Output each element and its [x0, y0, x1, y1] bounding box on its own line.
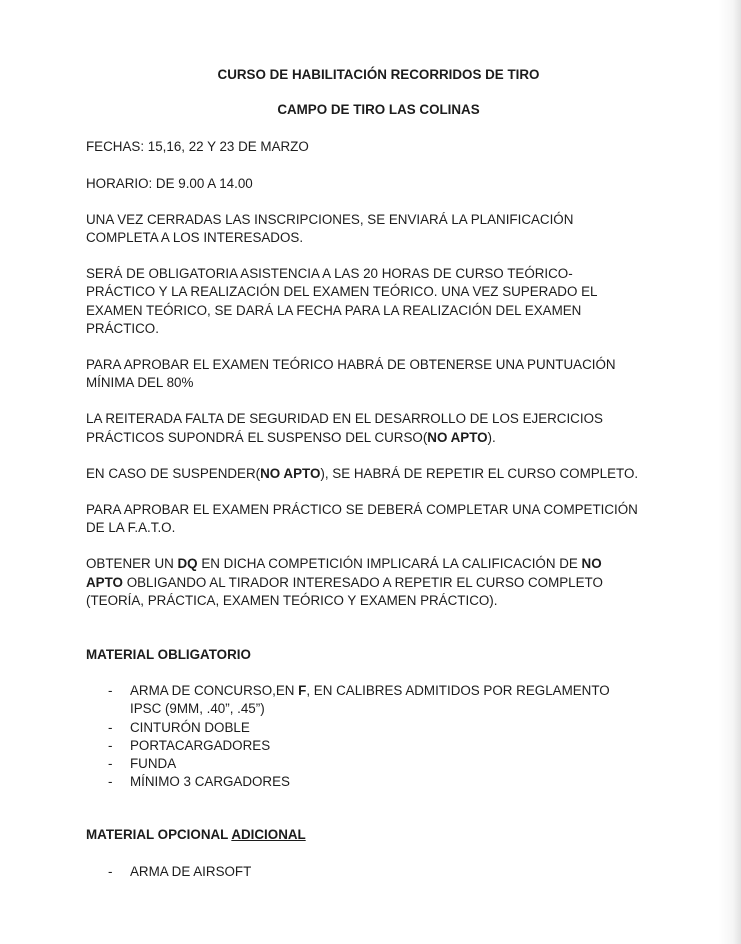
material-obligatorio-list: [86, 682, 641, 791]
dq-no-apto: NO APTO: [86, 556, 602, 590]
page-edge-shadow: [733, 0, 741, 944]
list-item-text: FUNDA: [130, 756, 177, 772]
material-obligatorio-heading: MATERIAL OBLIGATORIO: [86, 647, 251, 663]
aprobar-teorico-paragraph: PARA APROBAR EL EXAMEN TEÓRICO HABRÁ DE OBTENERSE UNA PUNTUACIÓN MÍNIMA DEL 80%: [86, 357, 616, 391]
dash-bullet: -: [108, 863, 113, 879]
dq-paragraph: [86, 555, 641, 610]
dash-bullet: -: [108, 737, 113, 753]
list-item: [108, 755, 641, 773]
fechas-paragraph: FECHAS: 15,16, 22 Y 23 DE MARZO: [86, 139, 309, 155]
list-item-text: CINTURÓN DOBLE: [130, 719, 250, 735]
list-item: [108, 719, 641, 737]
list-item-text: ARMA DE AIRSOFT: [130, 863, 252, 879]
dash-bullet: -: [108, 719, 113, 735]
suspender-start: EN CASO DE SUSPENDER(: [86, 465, 261, 481]
material-opcional-heading-underlined: ADICIONAL: [231, 827, 306, 843]
asistencia-paragraph: SERÁ DE OBLIGATORIA ASISTENCIA A LAS 20 HORAS DE CURSO TEÓRICO-PRÁCTICO Y LA REALIZACIÓN DEL EXAMEN TEÓRICO. UNA VEZ SUPERADO EL EXAMEN TEÓRICO, SE DARÁ LA FECHA PARA LA REALIZACIÓN DEL EXAMEN PRÁCTICO.: [86, 266, 597, 336]
list-item: [108, 737, 641, 755]
suspender-no-apto: NO APTO: [260, 465, 321, 481]
list-item: [108, 863, 641, 881]
material-opcional-heading: [86, 826, 641, 844]
suspender-end: ), SE HABRÁ DE REPETIR EL CURSO COMPLETO.: [320, 465, 639, 481]
suspender-paragraph: [86, 465, 641, 483]
dq-bold: DQ: [177, 556, 198, 572]
document-subtitle: CAMPO DE TIRO LAS COLINAS: [277, 102, 480, 118]
aprobar-practico-paragraph: PARA APROBAR EL EXAMEN PRÁCTICO SE DEBERÁ COMPLETAR UNA COMPETICIÓN DE LA F.A.T.O.: [86, 502, 638, 536]
dq-end: OBLIGANDO AL TIRADOR INTERESADO A REPETIR EL CURSO COMPLETO (TEORÍA, PRÁCTICA, EXAMEN TEÓRICO Y EXAMEN PRÁCTICO).: [86, 574, 603, 608]
dash-bullet: -: [108, 756, 113, 772]
document-title: CURSO DE HABILITACIÓN RECORRIDOS DE TIRO: [217, 67, 540, 82]
seguridad-text: LA REITERADA FALTA DE SEGURIDAD EN EL DESARROLLO DE LOS EJERCICIOS PRÁCTICOS SUPONDRÁ EL SUSPENSO DEL CURSO(: [86, 411, 603, 445]
seguridad-end: ).: [487, 429, 496, 445]
item-arma-end: , EN CALIBRES ADMITIDOS POR REGLAMENTO IPSC (9MM, .40”, .45”): [130, 683, 610, 717]
list-item: [108, 682, 641, 718]
dq-middle: EN DICHA COMPETICIÓN IMPLICARÁ LA CALIFICACIÓN DE: [197, 556, 582, 572]
list-item-text: MÍNIMO 3 CARGADORES: [130, 774, 290, 790]
inscripciones-paragraph: UNA VEZ CERRADAS LAS INSCRIPCIONES, SE ENVIARÁ LA PLANIFICACIÓN COMPLETA A LOS INTERESADOS.: [86, 211, 574, 246]
item-arma-start: ARMA DE CONCURSO,EN: [130, 683, 299, 699]
list-item-text: PORTACARGADORES: [130, 737, 271, 753]
material-opcional-list: [86, 863, 641, 881]
seguridad-paragraph: [86, 410, 641, 446]
list-item: [108, 773, 641, 791]
horario-paragraph: HORARIO: DE 9.00 A 14.00: [86, 175, 253, 191]
dq-start: OBTENER UN: [86, 556, 178, 572]
material-opcional-heading-start: MATERIAL OPCIONAL: [86, 827, 232, 843]
item-arma-bold: F: [298, 683, 307, 699]
dash-bullet: -: [108, 683, 113, 699]
seguridad-no-apto: NO APTO: [427, 429, 488, 445]
dash-bullet: -: [108, 774, 113, 790]
